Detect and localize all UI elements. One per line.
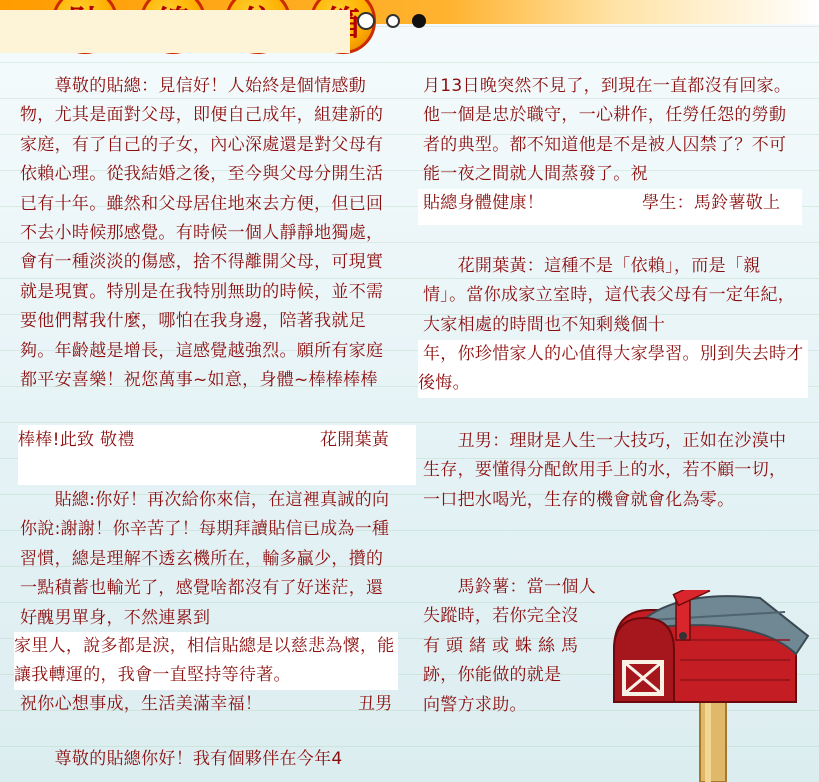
letter-3-start-text: 尊敬的貼總你好！我有個夥伴在今年4 [20,749,343,769]
letter-3-signature: 學生：馬鈴薯敬上 [642,193,781,213]
letter-2-tail [20,690,400,719]
letter-3-cont [423,72,803,190]
reply-1-highlight-text: 年，你珍惜家人的心值得大家學習。別到失去時才後悔。 [418,344,804,394]
letter-2-highlight-text: 家里人，說多都是淚，相信貼總是以慈悲為懷，能讓我轉運的，我會一直堅持等待著。 [14,636,395,686]
letter-3-tail [418,189,802,225]
letter-2-body: 貼總:你好！再次給你來信，在這裡真誠的向你說:謝謝！你辛苦了！每期拜讀貼信已成為一種習慣，總是理解不透玄機所在，輸多贏少，攢的一點積蓄也輸光了，感覺啥都沒有了好迷茫，還好醜男單身，不然連累到 [20,490,390,628]
letter-2-highlight [14,632,398,690]
carousel-dot[interactable] [386,14,400,28]
reply-3-line: 失蹤時，若你完全沒 [423,606,579,627]
letter-1 [20,72,400,395]
carousel-dot[interactable] [357,12,375,30]
reply-1-highlight [418,340,808,398]
carousel-dot-active[interactable] [412,14,426,28]
reply-1-text: 花開葉黃：這種不是「依賴」，而是「親情」。當你成家立室時，這代表父母有一定年紀，大家相處的時間也不知剩幾個十 [423,256,796,335]
reply-3-line: 向警方求助。 [423,694,527,715]
letter-1-tail [18,425,416,485]
reply-1 [423,252,803,340]
letter-3-cont-text: 月13日晚突然不見了，到現在一直都沒有回家。他一個是忠於職守，一心耕作，任勞任怨的勞動者的典型。都不知道他是不是被人囚禁了？不可能一夜之間就人間蒸發了。祝 [423,76,792,185]
reply-3-line: 馬鈴薯：當一個人 [423,577,596,597]
reply-3-line: 跡，你能做的就是 [423,665,562,686]
letter-2-signature: 丑男 [358,694,393,714]
reply-2-text: 丑男：理財是人生一大技巧，正如在沙漠中生存，要懂得分配飲用手上的水，若不顧一切，一口把水喝光，生存的機會就會化為零。 [423,431,787,510]
header-overlay [0,10,350,53]
letter-3-start [20,745,400,774]
letter-1-body: 尊敬的貼總：見信好！人始終是個情感動物，尤其是面對父母，即便自己成年，組建新的家庭，有了自己的子女，內心深處還是對父母有依賴心理。從我結婚之後，至今與父母分開生活已有十年。雖然和父母居住地來去方便，但已回不去小時候那感覺。有時候一個人靜靜地獨處，會有一種淡淡的傷感，捨不得離開父母，可現實就是現實。特別是在我特別無助的時候，並不需要他們幫我什麼，哪怕在我身邊，陪著我就足夠。年齡越是增長，這感覺越強烈。願所有家庭都平安喜樂！祝您萬事~如意，身體~棒棒棒棒 [20,76,384,391]
red-barn-mailbox-icon [610,590,815,782]
header [0,0,819,62]
letter-2-closing: 祝你心想事成，生活美滿幸福！ [20,694,263,714]
letter-2 [20,486,400,633]
reply-2 [423,427,803,515]
reply-3-line: 有 頭 緒 或 蛛 絲 馬 [423,635,579,656]
letter-3-closing: 貼總身體健康！ [423,193,545,213]
reply-3 [423,573,613,720]
letter-1-signature: 花開葉黃 [320,430,390,450]
letter-1-closing: 棒棒!此致 敬禮 [18,430,135,450]
